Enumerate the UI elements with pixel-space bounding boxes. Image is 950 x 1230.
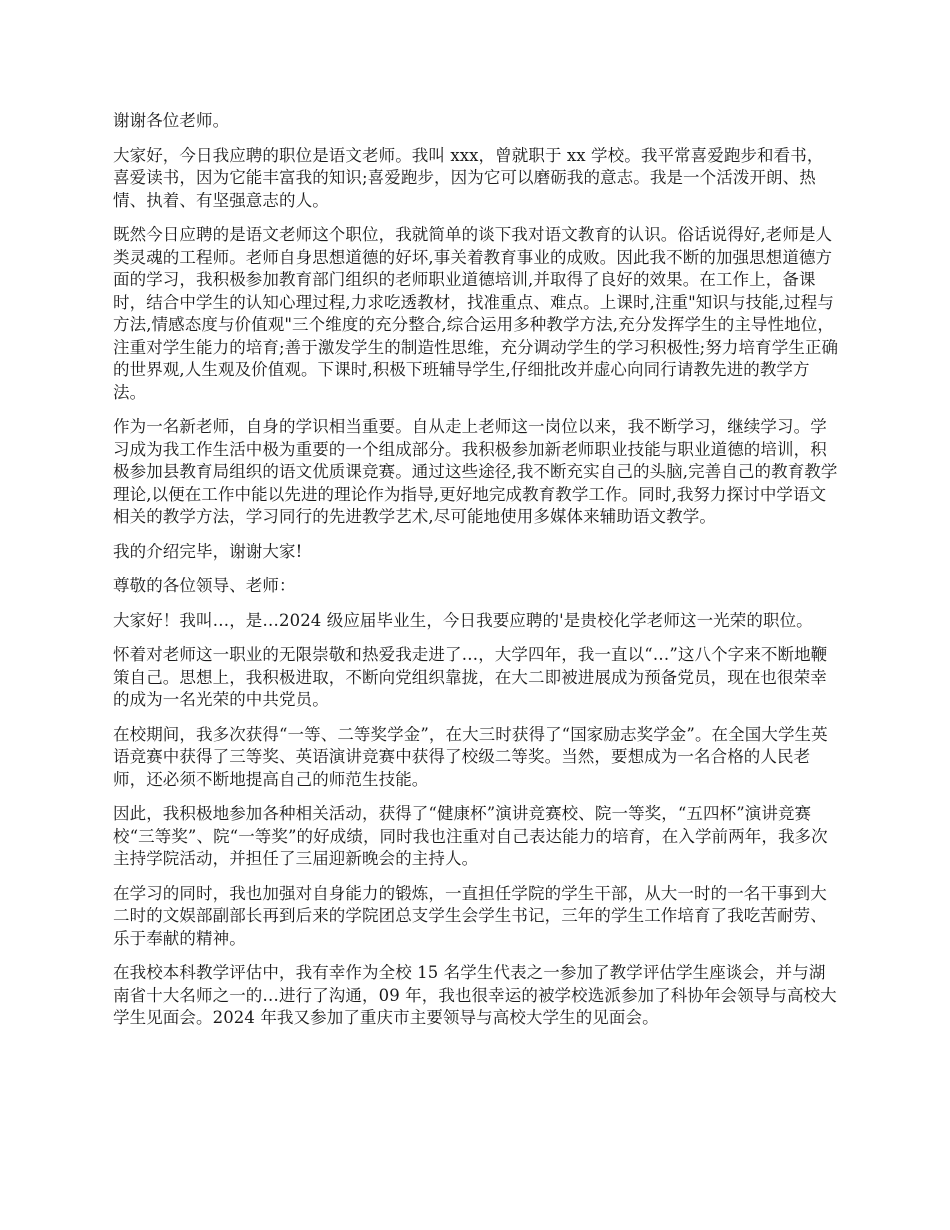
paragraph-evaluation: 在我校本科教学评估中，我有幸作为全校 15 名学生代表之一参加了教学评估学生座谈会，并与湖南省十大名师之一的…进行了沟通，09 年，我也很幸运的被学校选派参加了科协年会领导与高校大学生见面会。2024 年我又参加了重庆市主要领导与高校大学生的见面会。 bbox=[113, 963, 837, 1027]
document-body bbox=[113, 110, 840, 1042]
paragraph-closing: 我的介绍完毕，谢谢大家! bbox=[113, 541, 303, 561]
paragraph-thanks: 谢谢各位老师。 bbox=[113, 111, 230, 130]
paragraph-self-intro: 大家好，今日我应聘的职位是语文老师。我叫 xxx，曾就职于 xx 学校。我平常喜爱跑步和看书，喜爱读书，因为它能丰富我的知识;喜爱跑步，因为它可以磨砺我的意志。我是一个活泼开朗、热情、执着、有坚强意志的人。 bbox=[113, 145, 824, 210]
paragraph-continuous-learning: 作为一名新老师，自身的学识相当重要。自从走上老师这一岗位以来，我不断学习，继续学习。学习成为我工作生活中极为重要的一个组成部分。我积极参加新老师职业技能与职业道德的培训，积极参加县教育局组织的语文优质课竞赛。通过这些途径,我不断充实自己的头脑,完善自己的教育教学理论,以便在工作中能以先进的理论作为指导,更好地完成教育教学工作。同时,我努力探讨中学语文相关的教学方法，学习同行的先进教学艺术,尽可能地使用多媒体来辅助语文教学。 bbox=[113, 417, 838, 526]
paragraph-activities: 因此，我积极地参加各种相关活动，获得了“健康杯”演讲竞赛校、院一等奖，“五四杯”演讲竞赛校“三等奖”、院“一等奖”的好成绩，同时我也注重对自己表达能力的培育，在入学前两年，我多次主持学院活动，并担任了三届迎新晚会的主持人。 bbox=[113, 804, 828, 868]
paragraph-education-views: 既然今日应聘的是语文老师这个职位，我就简单的谈下我对语文教育的认识。俗话说得好,老师是人类灵魂的工程师。老师自身思想道德的好坏,事关着教育事业的成败。因此我不断的加强思想道德方面的学习，我积极参加教育部门组织的老师职业道德培训,并取得了良好的效果。在工作上，备课时，结合中学生的认知心理过程,力求吃透教材，找准重点、难点。上课时,注重"知识与技能,过程与方法,情感态度与价值观"三个维度的充分整合,综合运用多种教学方法,充分发挥学生的主导性地位，注重对学生能力的培育;善于激发学生的制造性思维，充分调动学生的学习积极性;努力培育学生正确的世界观,人生观及价值观。下课时,积极下班辅导学生,仔细批改并虚心向同行请教先进的教学方法。 bbox=[113, 225, 839, 402]
paragraph-university: 怀着对老师这一职业的无限崇敬和热爱我走进了…，大学四年，我一直以“…”这八个字来不断地鞭策自己。思想上，我积极进取，不断向党组织靠拢，在大二即被进展成为预备党员，现在也很荣幸的成为一名光荣的中共党员。 bbox=[113, 645, 828, 709]
paragraph-salutation: 尊敬的各位领导、老师： bbox=[113, 576, 296, 595]
paragraph-awards: 在校期间，我多次获得“一等、二等奖学金”，在大三时获得了“国家励志奖学金”。在全国大学生英语竞赛中获得了三等奖、英语演讲竞赛中获得了校级二等奖。当然，要想成为一名合格的人民老师，还必须不断地提高自己的师范生技能。 bbox=[113, 724, 828, 789]
paragraph-student-work: 在学习的同时，我也加强对自身能力的锻炼，一直担任学院的学生干部，从大一时的一名干事到大二时的文娱部副部长再到后来的学院团总支学生会学生书记，三年的学生工作培育了我吃苦耐劳、乐于奉献的精神。 bbox=[113, 883, 827, 948]
paragraph-greeting: 大家好！我叫…，是…2024 级应届毕业生，今日我要应聘的'是贵校化学老师这一光荣的职位。 bbox=[113, 610, 813, 630]
